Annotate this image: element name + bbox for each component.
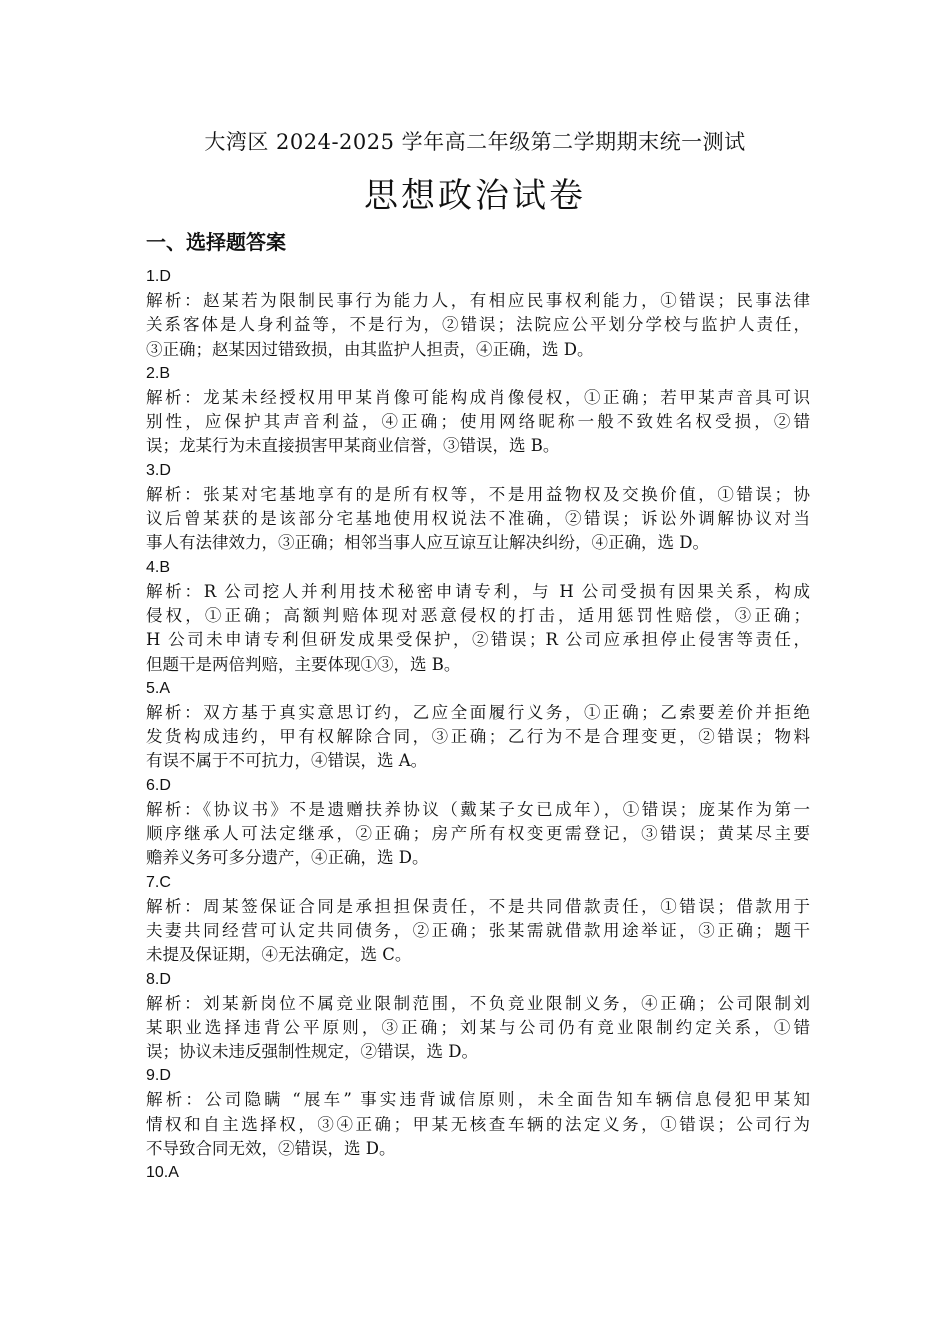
explanation-line: 事人有法律效力，③正确；相邻当事人应互谅互让解决纠纷，④正确，选 D。 [146, 533, 709, 553]
explanation-line: 发货构成违约，甲有权解除合同，③正确；乙行为不是合理变更，②错误；物料 [146, 727, 810, 747]
answer-explanation [146, 895, 810, 968]
explanation-line: 某职业选择违背公平原则，③正确；刘某与公司仍有竞业限制约定关系，①错 [146, 1017, 810, 1037]
explanation-line: 情权和自主选择权，③④正确；甲某无核查车辆的法定义务，①错误；公司行为 [146, 1114, 810, 1134]
answer-number: 5.A [146, 679, 171, 697]
explanation-line: H 公司未申请专利但研发成果受保护，②错误；R 公司应承担停止侵害等责任， [146, 630, 810, 650]
answer-explanation [146, 580, 810, 677]
answer-explanation [146, 386, 810, 459]
explanation-line: 误；龙某行为未直接损害甲某商业信誉，③错误，选 B。 [146, 436, 560, 456]
answer-number: 4.B [146, 558, 171, 576]
explanation-line: 解析：R 公司挖人并利用技术秘密申请专利，与 H 公司受损有因果关系，构成 [146, 581, 810, 601]
answer-explanation [146, 483, 810, 556]
answer-number: 3.D [146, 461, 171, 479]
explanation-line: 不导致合同无效，②错误，选 D。 [146, 1139, 396, 1159]
answer-explanation [146, 701, 810, 774]
answer-item [146, 362, 810, 459]
answer-item [146, 556, 810, 677]
answer-explanation [146, 1088, 810, 1161]
explanation-line: 有误不属于不可抗力，④错误，选 A。 [146, 751, 428, 771]
explanation-line: 解析：公司隐瞒 “展车” 事实违背诚信原则，未全面告知车辆信息侵犯甲某知 [146, 1090, 810, 1110]
answer-item [146, 459, 810, 556]
explanation-line: 解析：张某对宅基地享有的是所有权等，不是用益物权及交换价值，①错误；协 [146, 484, 810, 504]
answer-number: 9.D [146, 1067, 171, 1085]
answer-item [146, 677, 810, 774]
answer-item [146, 265, 810, 362]
explanation-line: 顺序继承人可法定继承，②正确；房产所有权变更需登记，③错误；黄某尽主要 [146, 824, 810, 844]
answer-number: 8.D [146, 970, 171, 988]
explanation-line: 未提及保证期，④无法确定，选 C。 [146, 945, 412, 965]
answer-item [146, 871, 810, 968]
answer-explanation [146, 289, 810, 362]
explanation-line: 解析：赵某若为限制民事行为能力人，有相应民事权利能力，①错误；民事法律 [146, 291, 810, 310]
explanation-line: 解析：龙某未经授权用甲某肖像可能构成肖像侵权，①正确；若甲某声音具可识 [146, 387, 810, 407]
answer-number: 6.D [146, 776, 171, 794]
explanation-line: ③正确；赵某因过错致损，由其监护人担责，④正确，选 D。 [146, 339, 594, 359]
exam-header: 大湾区 2024-2025 学年高二年级第二学期期末统一测试 [204, 130, 746, 154]
answer-item [146, 1064, 810, 1161]
explanation-line: 赡养义务可多分遗产，④正确，选 D。 [146, 848, 429, 868]
answer-item [146, 774, 810, 871]
answer-explanation [146, 798, 810, 871]
explanation-line: 解析：《协议书》不是遗赠扶养协议（戴某子女已成年），①错误；庞某作为第一 [146, 799, 810, 819]
answer-number: 1.D [146, 268, 171, 285]
answer-number: 2.B [146, 364, 171, 382]
subject-title: 思想政治试卷 [364, 176, 586, 216]
explanation-line: 但题干是两倍判赔，主要体现①③，选 B。 [146, 654, 461, 674]
explanation-line: 解析：周某签保证合同是承担担保责任，不是共同借款责任，①错误；借款用于 [146, 896, 810, 916]
explanation-line: 误；协议未违反强制性规定，②错误，选 D。 [146, 1042, 478, 1062]
answer-item [146, 1161, 810, 1185]
explanation-line: 别性，应保护其声音利益，④正确；使用网络昵称一般不致姓名权受损，②错 [146, 412, 810, 432]
answer-number: 7.C [146, 873, 171, 891]
answer-explanation [146, 992, 810, 1065]
explanation-line: 侵权，①正确；高额判赔体现对恶意侵权的打击，适用惩罚性赔偿，③正确； [146, 605, 810, 625]
explanation-line: 解析：刘某新岗位不属竞业限制范围，不负竞业限制义务，④正确；公司限制刘 [146, 993, 810, 1013]
explanation-line: 夫妻共同经营可认定共同债务，②正确；张某需就借款用途举证，③正确；题干 [146, 920, 810, 940]
explanation-line: 关系客体是人身利益等，不是行为，②错误；法院应公平划分学校与监护人责任， [146, 315, 810, 335]
explanation-line: 议后曾某获的是该部分宅基地使用权说法不准确，②错误；诉讼外调解协议对当 [146, 509, 810, 529]
answer-number: 10.A [146, 1164, 179, 1182]
explanation-line: 解析：双方基于真实意思订约，乙应全面履行义务，①正确；乙索要差价并拒绝 [146, 702, 810, 722]
answer-item [146, 968, 810, 1065]
answer-list [146, 265, 810, 1185]
section-title: 一、选择题答案 [146, 230, 286, 254]
